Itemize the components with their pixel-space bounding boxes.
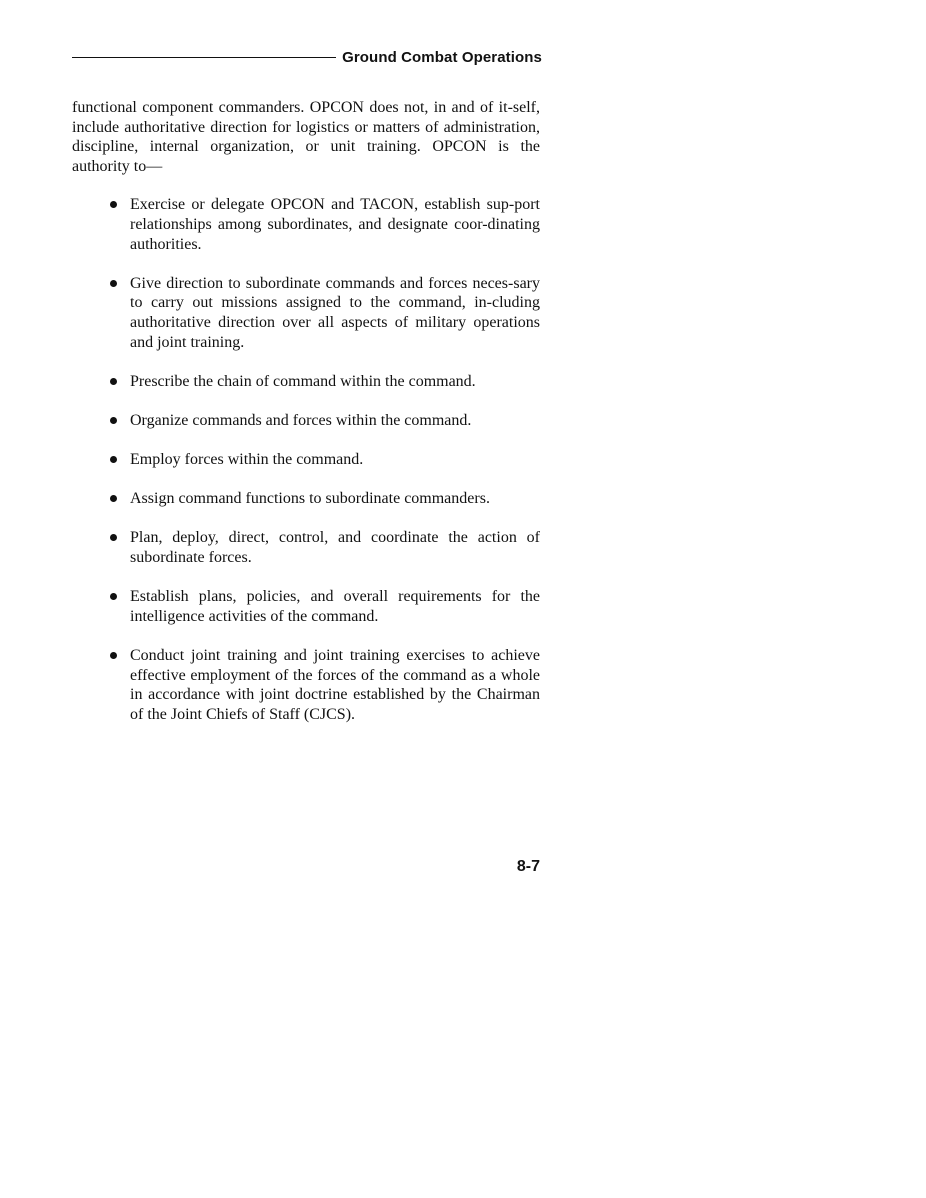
bullet-text: Give direction to subordinate commands and forces neces-sary to carry out missions assigned to the command, in-cluding authoritative direction over all aspects of military operations and joint training. — [130, 274, 540, 351]
bullet-text: Exercise or delegate OPCON and TACON, establish sup-port relationships among subordinates, and designate coor-dinating authorities. — [130, 196, 540, 253]
bullet-text: Prescribe the chain of command within the command. — [130, 372, 476, 390]
bullet-icon — [110, 495, 117, 502]
running-header — [72, 46, 542, 68]
bullet-item — [72, 372, 540, 392]
document-page — [72, 0, 542, 1198]
bullet-item — [72, 411, 540, 431]
bullet-item — [72, 274, 540, 352]
bullet-icon — [110, 201, 117, 208]
bullet-list — [72, 195, 540, 724]
bullet-icon — [110, 417, 117, 424]
bullet-text: Conduct joint training and joint training exercises to achieve effective employment of the forces of the command as a whole in accordance with joint doctrine established by the Chairman of the Joint Chiefs of Staff (CJCS). — [130, 647, 540, 723]
body-text — [72, 98, 540, 744]
bullet-text: Organize commands and forces within the command. — [130, 411, 472, 429]
header-rule — [72, 57, 336, 58]
page-number: 8-7 — [516, 858, 540, 875]
bullet-text: Plan, deploy, direct, control, and coordinate the action of subordinate forces. — [130, 529, 540, 567]
bullet-icon — [110, 593, 117, 600]
bullet-item — [72, 489, 540, 509]
bullet-item — [72, 587, 540, 626]
bullet-item — [72, 450, 540, 470]
bullet-item — [72, 195, 540, 254]
header-title: Ground Combat Operations — [342, 48, 542, 66]
bullet-icon — [110, 378, 117, 385]
bullet-icon — [110, 652, 117, 659]
bullet-icon — [110, 280, 117, 287]
bullet-text: Assign command functions to subordinate commanders. — [130, 490, 490, 508]
bullet-text: Employ forces within the command. — [130, 451, 364, 469]
bullet-text: Establish plans, policies, and overall requirements for the intelligence activities of the command. — [130, 588, 540, 625]
bullet-icon — [110, 534, 117, 541]
bullet-item — [72, 528, 540, 567]
intro-paragraph: functional component commanders. OPCON does not, in and of it-self, include authoritative direction for logistics or matters of administration, discipline, internal organization, or unit training. OPCON is the authority to— — [72, 99, 540, 175]
bullet-icon — [110, 456, 117, 463]
bullet-item — [72, 646, 540, 724]
